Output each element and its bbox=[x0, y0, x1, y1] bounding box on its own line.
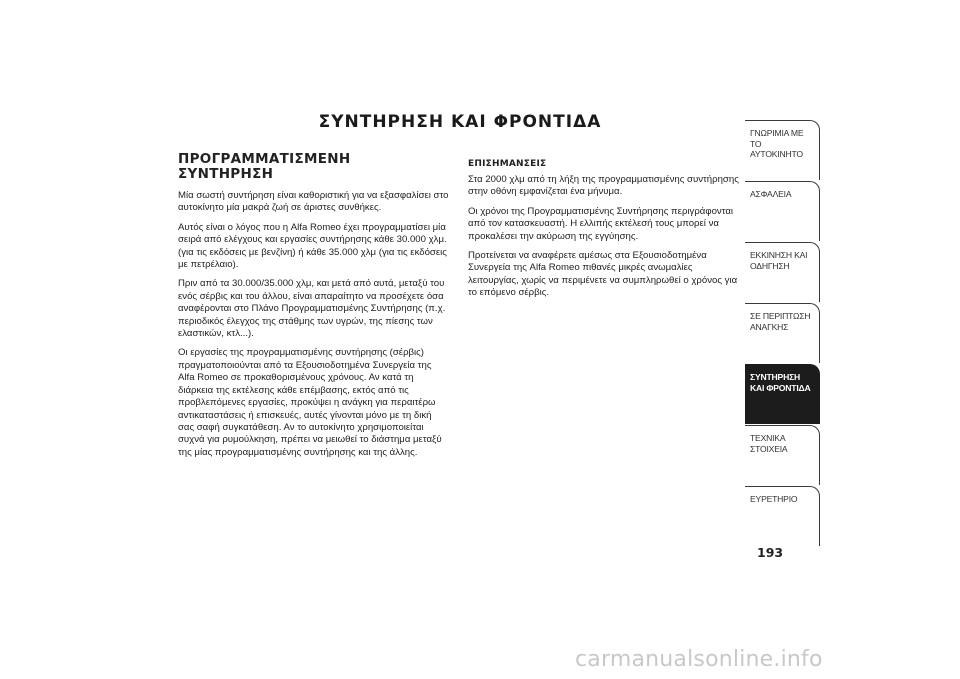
paragraph: Οι χρόνοι της Προγραμματισμένης Συντήρησης περιγράφονται από τον κατασκευαστή. Η ελλιπής εκτέλεσή τους μπορεί να προκαλέσει την ακύρωση της εγγύησης. bbox=[468, 205, 734, 242]
tab-safety[interactable]: ΑΣΦΑΛΕΙΑ bbox=[745, 181, 820, 241]
paragraph: Μία σωστή συντήρηση είναι καθοριστική για να εξασφαλίσει στο αυτοκίνητο μία μακρά ζωή σε άριστες συνθήκες. bbox=[178, 190, 449, 214]
tab-getting-to-know-car[interactable]: ΓΝΩΡΙΜΙΑ ΜΕ ΤΟ ΑΥΤΟΚΙΝΗΤΟ bbox=[745, 120, 820, 180]
tab-emergency[interactable]: ΣΕ ΠΕΡΙΠΤΩΣΗ ΑΝΑΓΚΗΣ bbox=[745, 303, 820, 363]
paragraph: Προτείνεται να αναφέρετε αμέσως στα Εξουσιοδοτημένα Συνεργεία της Alfa Romeo πιθανές μικρές ανωμαλίες λειτουργίας, χωρίς να περιμένετε να συμπληρωθεί ο χρόνος για το επόμενο σέρβις. bbox=[468, 250, 738, 299]
right-column bbox=[468, 158, 740, 307]
paragraph: Στα 2000 χλμ από τη λήξη της προγραμματισμένης συντήρησης στην οθόνη εμφανίζεται ένα μήνυμα. bbox=[468, 174, 739, 198]
section-heading-notes: ΕΠΙΣΗΜΑΝΣΕΙΣ bbox=[468, 159, 547, 169]
paragraph: Πριν από τα 30.000/35.000 χλμ, και μετά από αυτά, μεταξύ του ενός σέρβις και του άλλου, είναι απαραίτητο να προσέχετε όσα αναφέρονται στο Πλάνο Προγραμματισμένης Συντήρησης (π.χ. περιοδικός έλεγχος της στάθμης των υγρών, της πίεσης των ελαστικών, κτλ...). bbox=[178, 278, 446, 340]
tab-starting-driving[interactable]: ΕΚΚΙΝΗΣΗ ΚΑΙ ΟΔΗΓΗΣΗ bbox=[745, 242, 820, 302]
page-number: 193 bbox=[757, 545, 784, 560]
tab-index[interactable]: ΕΥΡΕΤΗΡΙΟ bbox=[745, 486, 820, 546]
section-heading-scheduled-maintenance: ΠΡΟΓΡΑΜΜΑΤΙΣΜΕΝΗ ΣΥΝΤΗΡΗΣΗ bbox=[178, 151, 351, 182]
tab-maintenance-care[interactable]: ΣΥΝΤΗΡΗΣΗ ΚΑΙ ΦΡΟΝΤΙΔΑ bbox=[745, 364, 820, 424]
paragraph: Αυτός είναι ο λόγος που η Alfa Romeo έχει προγραμματίσει μία σειρά από ελέγχους και εργασίες συντήρησης κάθε 30.000 χλμ. (για τις εκδόσεις με βενζίνη) ή κάθε 35.000 χλμ (για τις εκδόσεις με πετρέλαιο). bbox=[178, 221, 447, 271]
chapter-tabs bbox=[745, 120, 820, 547]
tab-technical-data[interactable]: ΤΕΧΝΙΚΑ ΣΤΟΙΧΕΙΑ bbox=[745, 425, 820, 485]
page-title: ΣΥΝΤΗΡΗΣΗ ΚΑΙ ΦΡΟΝΤΙΔΑ bbox=[318, 112, 602, 132]
left-column bbox=[178, 152, 450, 466]
watermark: carmanualsonline.info bbox=[575, 647, 823, 672]
paragraph: Οι εργασίες της προγραμματισμένης συντήρησης (σέρβις) πραγματοποιούνται από τα Εξουσιοδοτημένα Συνεργεία της Alfa Romeo σε προκαθορισμένους χρόνους. Αν κατά τη διάρκεια της εκτέλεσης κάθε επέμβασης, εκτός από τις προβλεπόμενες εργασίες, προκύψει η ανάγκη για περαιτέρω αντικαταστάσεις ή επισκευές, αυτές γίνονται μόνο με τη δική σας σαφή συγκατάθεση. Αν το αυτοκίνητο χρησιμοποιείται συχνά για ρυμούλκηση, πρέπει να μειωθεί το διάστημα μεταξύ της μίας προγραμματισμένης συντήρησης και της άλλης. bbox=[178, 347, 442, 458]
